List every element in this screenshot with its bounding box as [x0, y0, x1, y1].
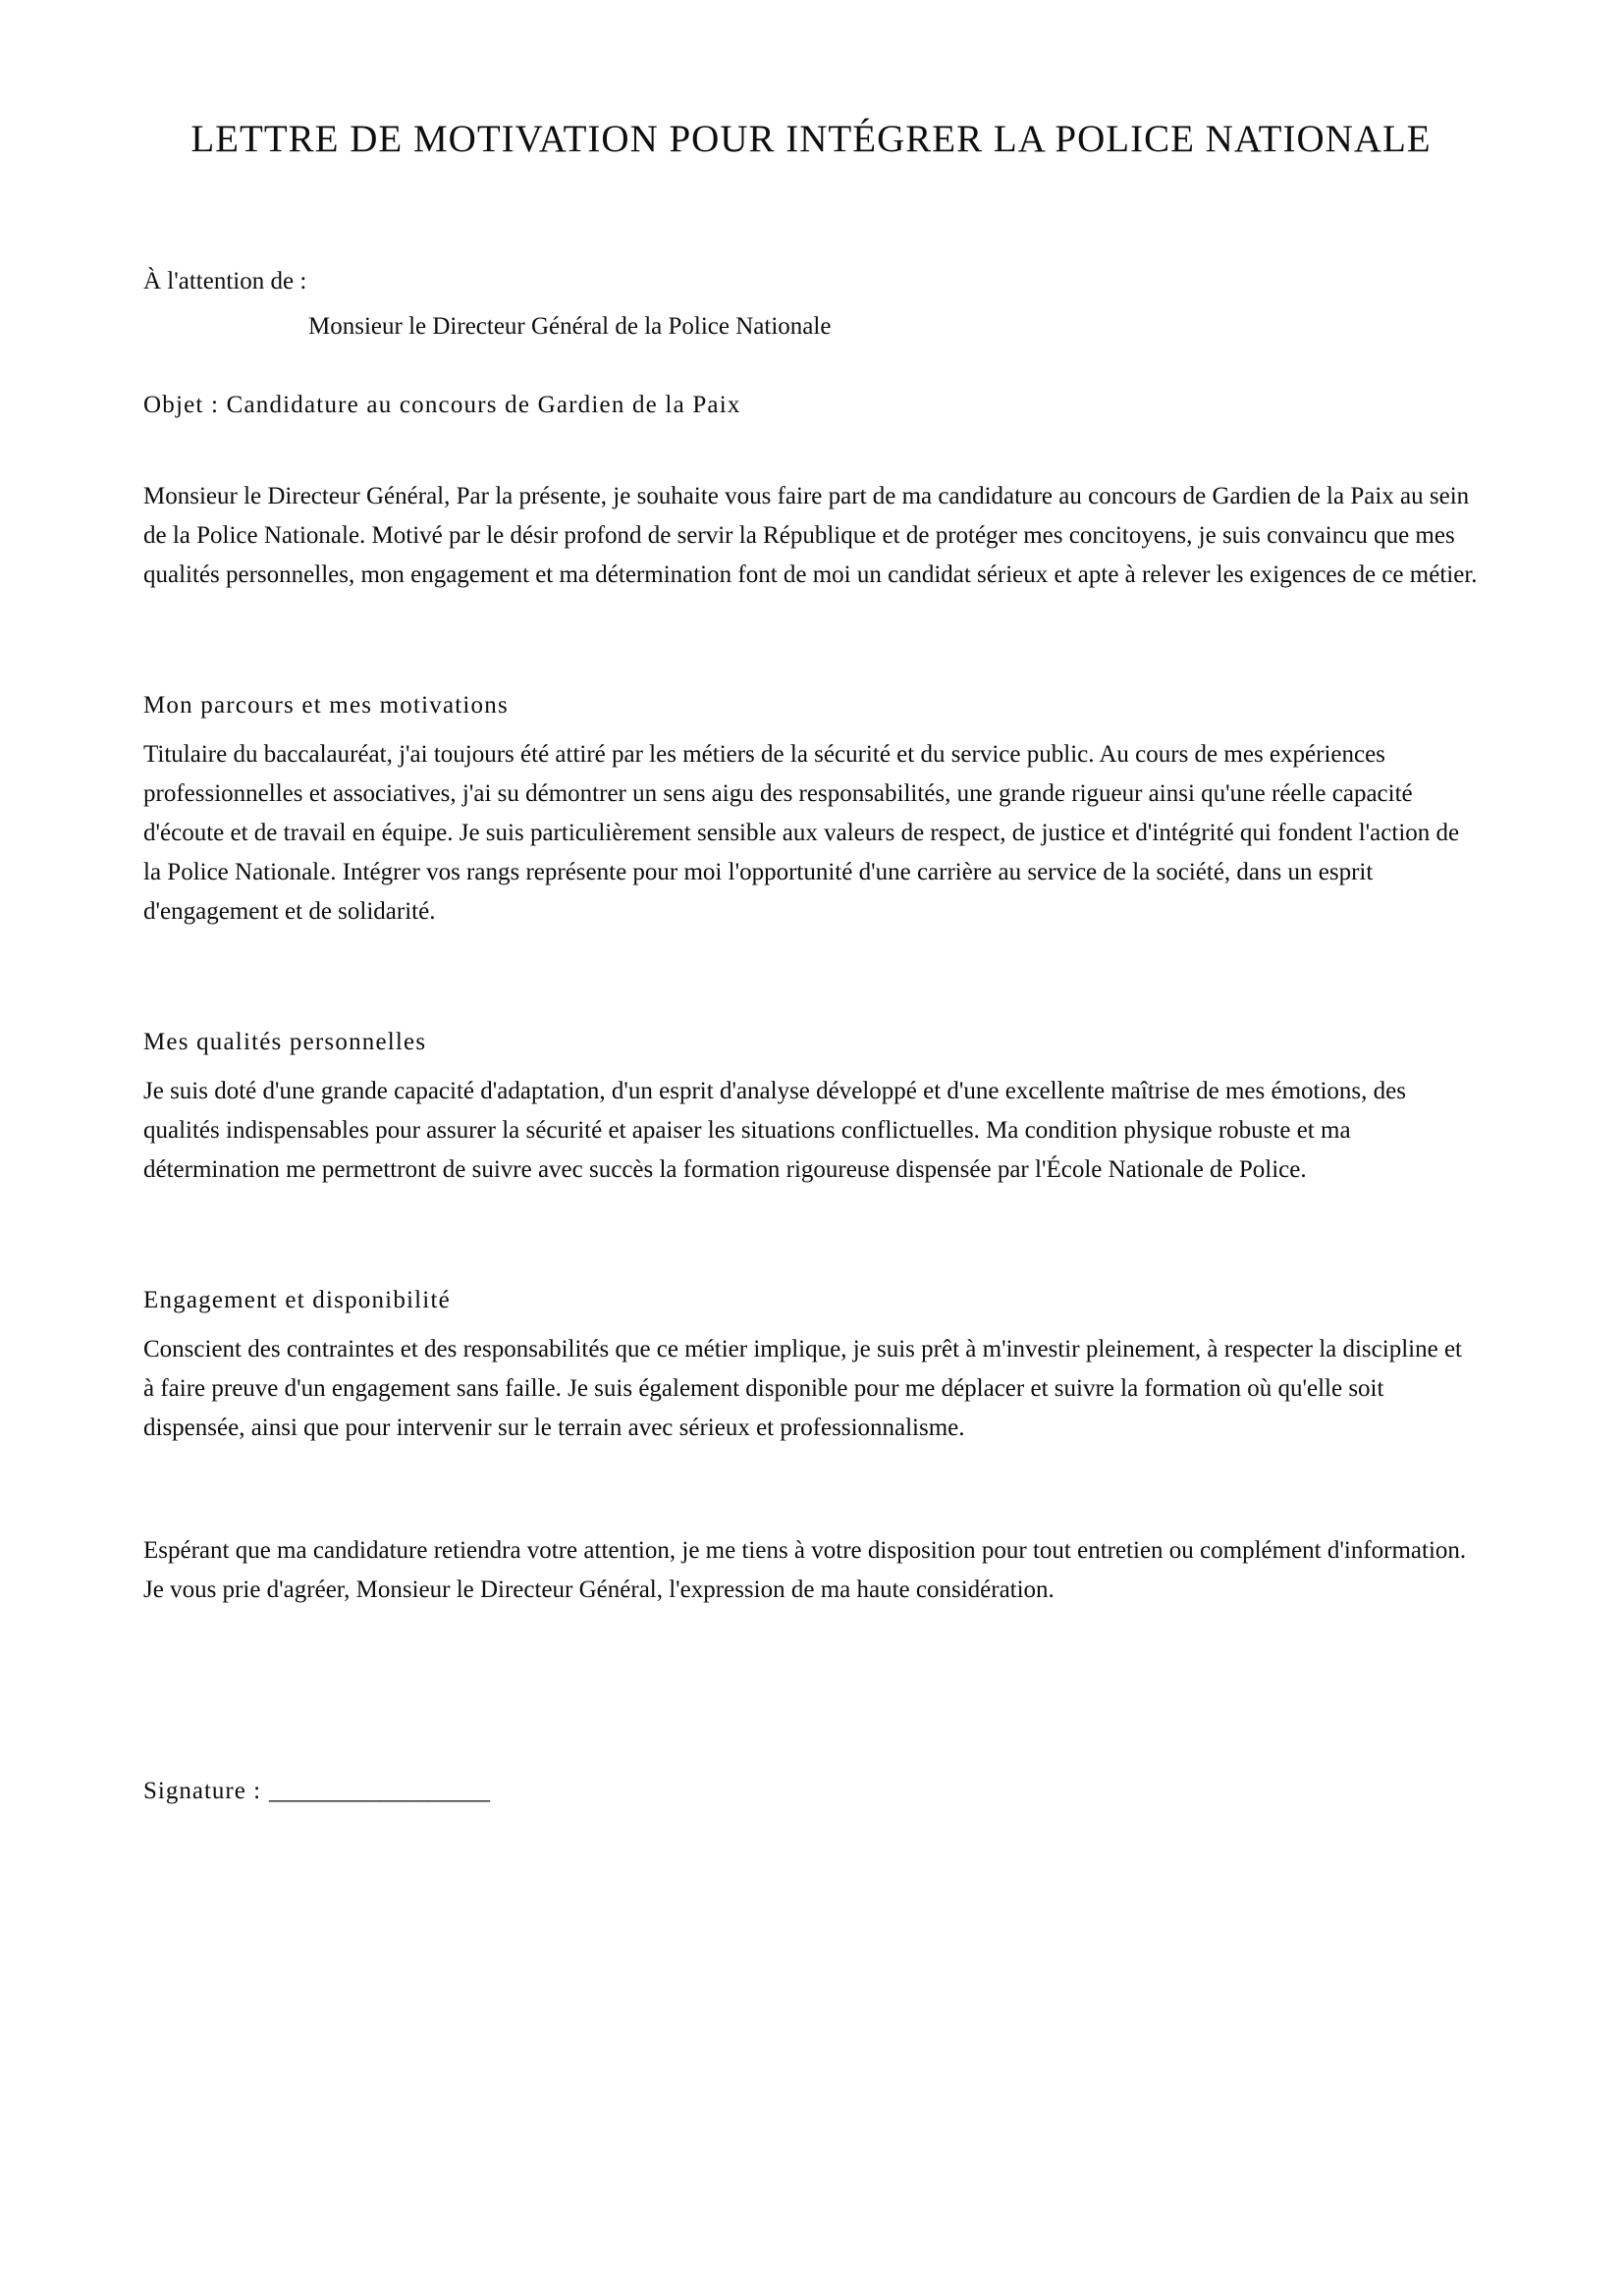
section-engagement-heading: Engagement et disponibilité — [143, 1287, 451, 1313]
section-parcours-heading: Mon parcours et mes motivations — [143, 692, 509, 719]
section-parcours-body: Titulaire du baccalauréat, j'ai toujours été attiré par les métiers de la sécurité et du service public. Au cours de mes expériences professionnelles et associatives, j'ai su démontrer un sens aigu des responsabilités, une grande rigueur ainsi qu'une réelle capacité d'écoute et de travail en équipe. Je suis particulièrement sensible aux valeurs de respect, de justice et d'intégrité qui fondent l'action de la Police Nationale. Intégrer vos rangs représente pour moi l'opportunité d'une carrière au service de la société, dans un esprit d'engagement et de solidarité. — [143, 741, 1460, 925]
attention-recipient: Monsieur le Directeur Général de la Police Nationale — [308, 313, 832, 340]
signature-line: __________________ — [269, 1778, 491, 1804]
section-engagement-body: Conscient des contraintes et des responsabilités que ce métier implique, je suis prêt à m'investir pleinement, à respecter la discipline et à faire preuve d'un engagement sans faille. Je suis également disponible pour me déplacer et suivre la formation où qu'elle soit dispensée, ainsi que pour intervenir sur le terrain avec sérieux et professionnalisme. — [143, 1336, 1462, 1441]
letter-title: LETTRE DE MOTIVATION POUR INTÉGRER LA POLICE NATIONALE — [190, 118, 1432, 160]
section-parcours — [143, 686, 1479, 932]
signature-label: Signature : — [143, 1778, 262, 1804]
attention-label: À l'attention de : — [143, 268, 307, 294]
section-qualites-heading: Mes qualités personnelles — [143, 1029, 427, 1055]
intro-paragraph: Monsieur le Directeur Général, Par la présente, je souhaite vous faire part de ma candidature au concours de Gardien de la Paix au sein de la Police Nationale. Motivé par le désir profond de servir la République et de protéger mes concitoyens, je suis convaincu que mes qualités personnelles, mon engagement et ma détermination font de moi un candidat sérieux et apte à relever les exigences de ce métier. — [143, 483, 1478, 588]
section-engagement — [143, 1281, 1479, 1448]
section-qualites-body: Je suis doté d'une grande capacité d'adaptation, d'un esprit d'analyse développé et d'une excellente maîtrise de mes émotions, des qualités indispensables pour assurer la sécurité et apaiser les situations conflictuelles. Ma condition physique robuste et ma détermination me permettront de suivre avec succès la formation rigoureuse dispensée par l'École Nationale de Police. — [143, 1078, 1406, 1183]
signature-block — [143, 1772, 1479, 1811]
subject-line: Objet : Candidature au concours de Gardien de la Paix — [143, 392, 741, 418]
closing-paragraph: Espérant que ma candidature retiendra votre attention, je me tiens à votre disposition pour tout entretien ou complément d'information. Je vous prie d'agréer, Monsieur le Directeur Général, l'expression de ma haute considération. — [143, 1537, 1467, 1603]
section-qualites — [143, 1023, 1479, 1190]
